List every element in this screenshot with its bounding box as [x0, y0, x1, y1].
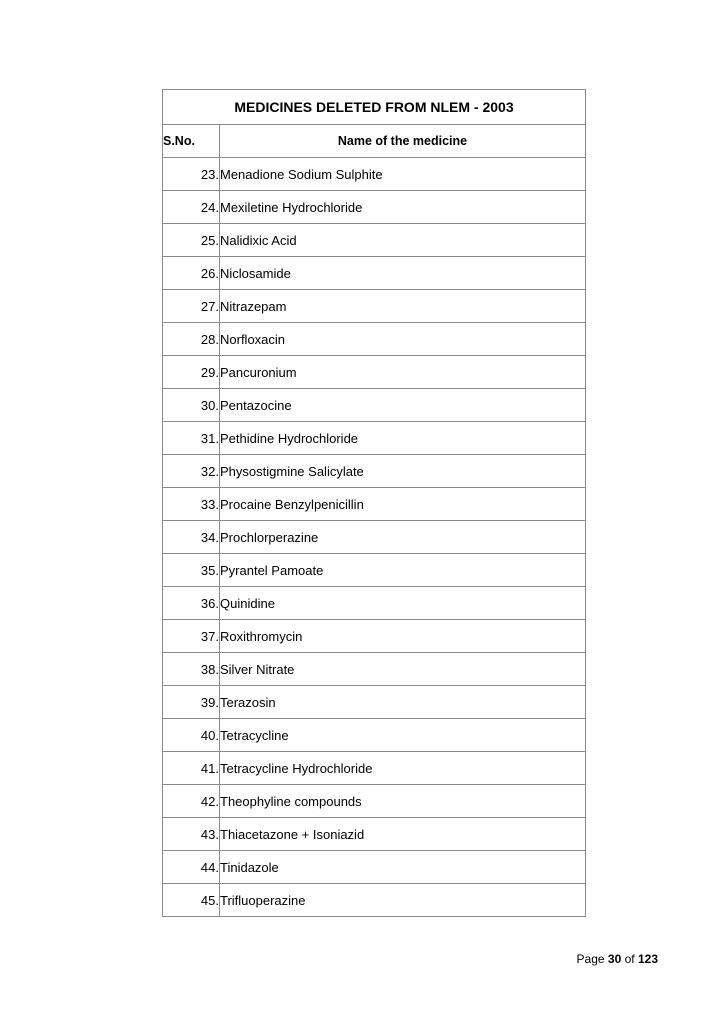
row-medicine-name: Tetracycline [220, 719, 586, 752]
row-medicine-name: Roxithromycin [220, 620, 586, 653]
row-sno: 28. [163, 323, 220, 356]
of-label: of [624, 952, 635, 966]
row-medicine-name: Trifluoperazine [220, 884, 586, 917]
page-footer [577, 952, 658, 966]
table-row [163, 587, 586, 620]
table-row [163, 290, 586, 323]
row-medicine-name: Pethidine Hydrochloride [220, 422, 586, 455]
row-medicine-name: Tetracycline Hydrochloride [220, 752, 586, 785]
row-sno: 29. [163, 356, 220, 389]
table-header-row [163, 125, 586, 158]
row-medicine-name: Physostigmine Salicylate [220, 455, 586, 488]
table-row [163, 422, 586, 455]
row-medicine-name: Mexiletine Hydrochloride [220, 191, 586, 224]
table-row [163, 719, 586, 752]
row-sno: 34. [163, 521, 220, 554]
table-title: MEDICINES DELETED FROM NLEM - 2003 [163, 90, 586, 125]
row-medicine-name: Prochlorperazine [220, 521, 586, 554]
row-sno: 24. [163, 191, 220, 224]
row-medicine-name: Silver Nitrate [220, 653, 586, 686]
table-row [163, 785, 586, 818]
row-medicine-name: Nalidixic Acid [220, 224, 586, 257]
table-row [163, 884, 586, 917]
row-medicine-name: Tinidazole [220, 851, 586, 884]
row-sno: 23. [163, 158, 220, 191]
table-row [163, 554, 586, 587]
column-header-sno: S.No. [163, 125, 220, 158]
row-sno: 27. [163, 290, 220, 323]
row-sno: 31. [163, 422, 220, 455]
row-sno: 40. [163, 719, 220, 752]
row-sno: 35. [163, 554, 220, 587]
row-sno: 42. [163, 785, 220, 818]
row-sno: 38. [163, 653, 220, 686]
column-header-name: Name of the medicine [220, 125, 586, 158]
row-sno: 37. [163, 620, 220, 653]
row-sno: 32. [163, 455, 220, 488]
table-row [163, 851, 586, 884]
table-row [163, 686, 586, 719]
row-medicine-name: Niclosamide [220, 257, 586, 290]
page-number: 30 [607, 952, 622, 966]
row-sno: 33. [163, 488, 220, 521]
row-medicine-name: Thiacetazone + Isoniazid [220, 818, 586, 851]
table-row [163, 752, 586, 785]
row-medicine-name: Pentazocine [220, 389, 586, 422]
table-title-row [163, 90, 586, 125]
row-medicine-name: Terazosin [220, 686, 586, 719]
row-sno: 44. [163, 851, 220, 884]
row-medicine-name: Pyrantel Pamoate [220, 554, 586, 587]
row-sno: 39. [163, 686, 220, 719]
total-pages: 123 [637, 952, 658, 966]
table-row [163, 521, 586, 554]
row-medicine-name: Theophyline compounds [220, 785, 586, 818]
medicines-deleted-table [162, 89, 586, 917]
table-row [163, 620, 586, 653]
row-medicine-name: Quinidine [220, 587, 586, 620]
page-label: Page [576, 952, 605, 966]
row-sno: 30. [163, 389, 220, 422]
table-row [163, 257, 586, 290]
row-sno: 25. [163, 224, 220, 257]
table-row [163, 488, 586, 521]
table-row [163, 653, 586, 686]
row-sno: 45. [163, 884, 220, 917]
row-medicine-name: Pancuronium [220, 356, 586, 389]
row-medicine-name: Procaine Benzylpenicillin [220, 488, 586, 521]
row-medicine-name: Nitrazepam [220, 290, 586, 323]
row-sno: 41. [163, 752, 220, 785]
row-sno: 43. [163, 818, 220, 851]
table-row [163, 455, 586, 488]
table-row [163, 191, 586, 224]
table-row [163, 818, 586, 851]
table-row [163, 356, 586, 389]
row-medicine-name: Norfloxacin [220, 323, 586, 356]
table-row [163, 158, 586, 191]
table-body [163, 158, 586, 917]
table-row [163, 323, 586, 356]
row-sno: 26. [163, 257, 220, 290]
row-sno: 36. [163, 587, 220, 620]
table-row [163, 389, 586, 422]
row-medicine-name: Menadione Sodium Sulphite [220, 158, 586, 191]
table-row [163, 224, 586, 257]
